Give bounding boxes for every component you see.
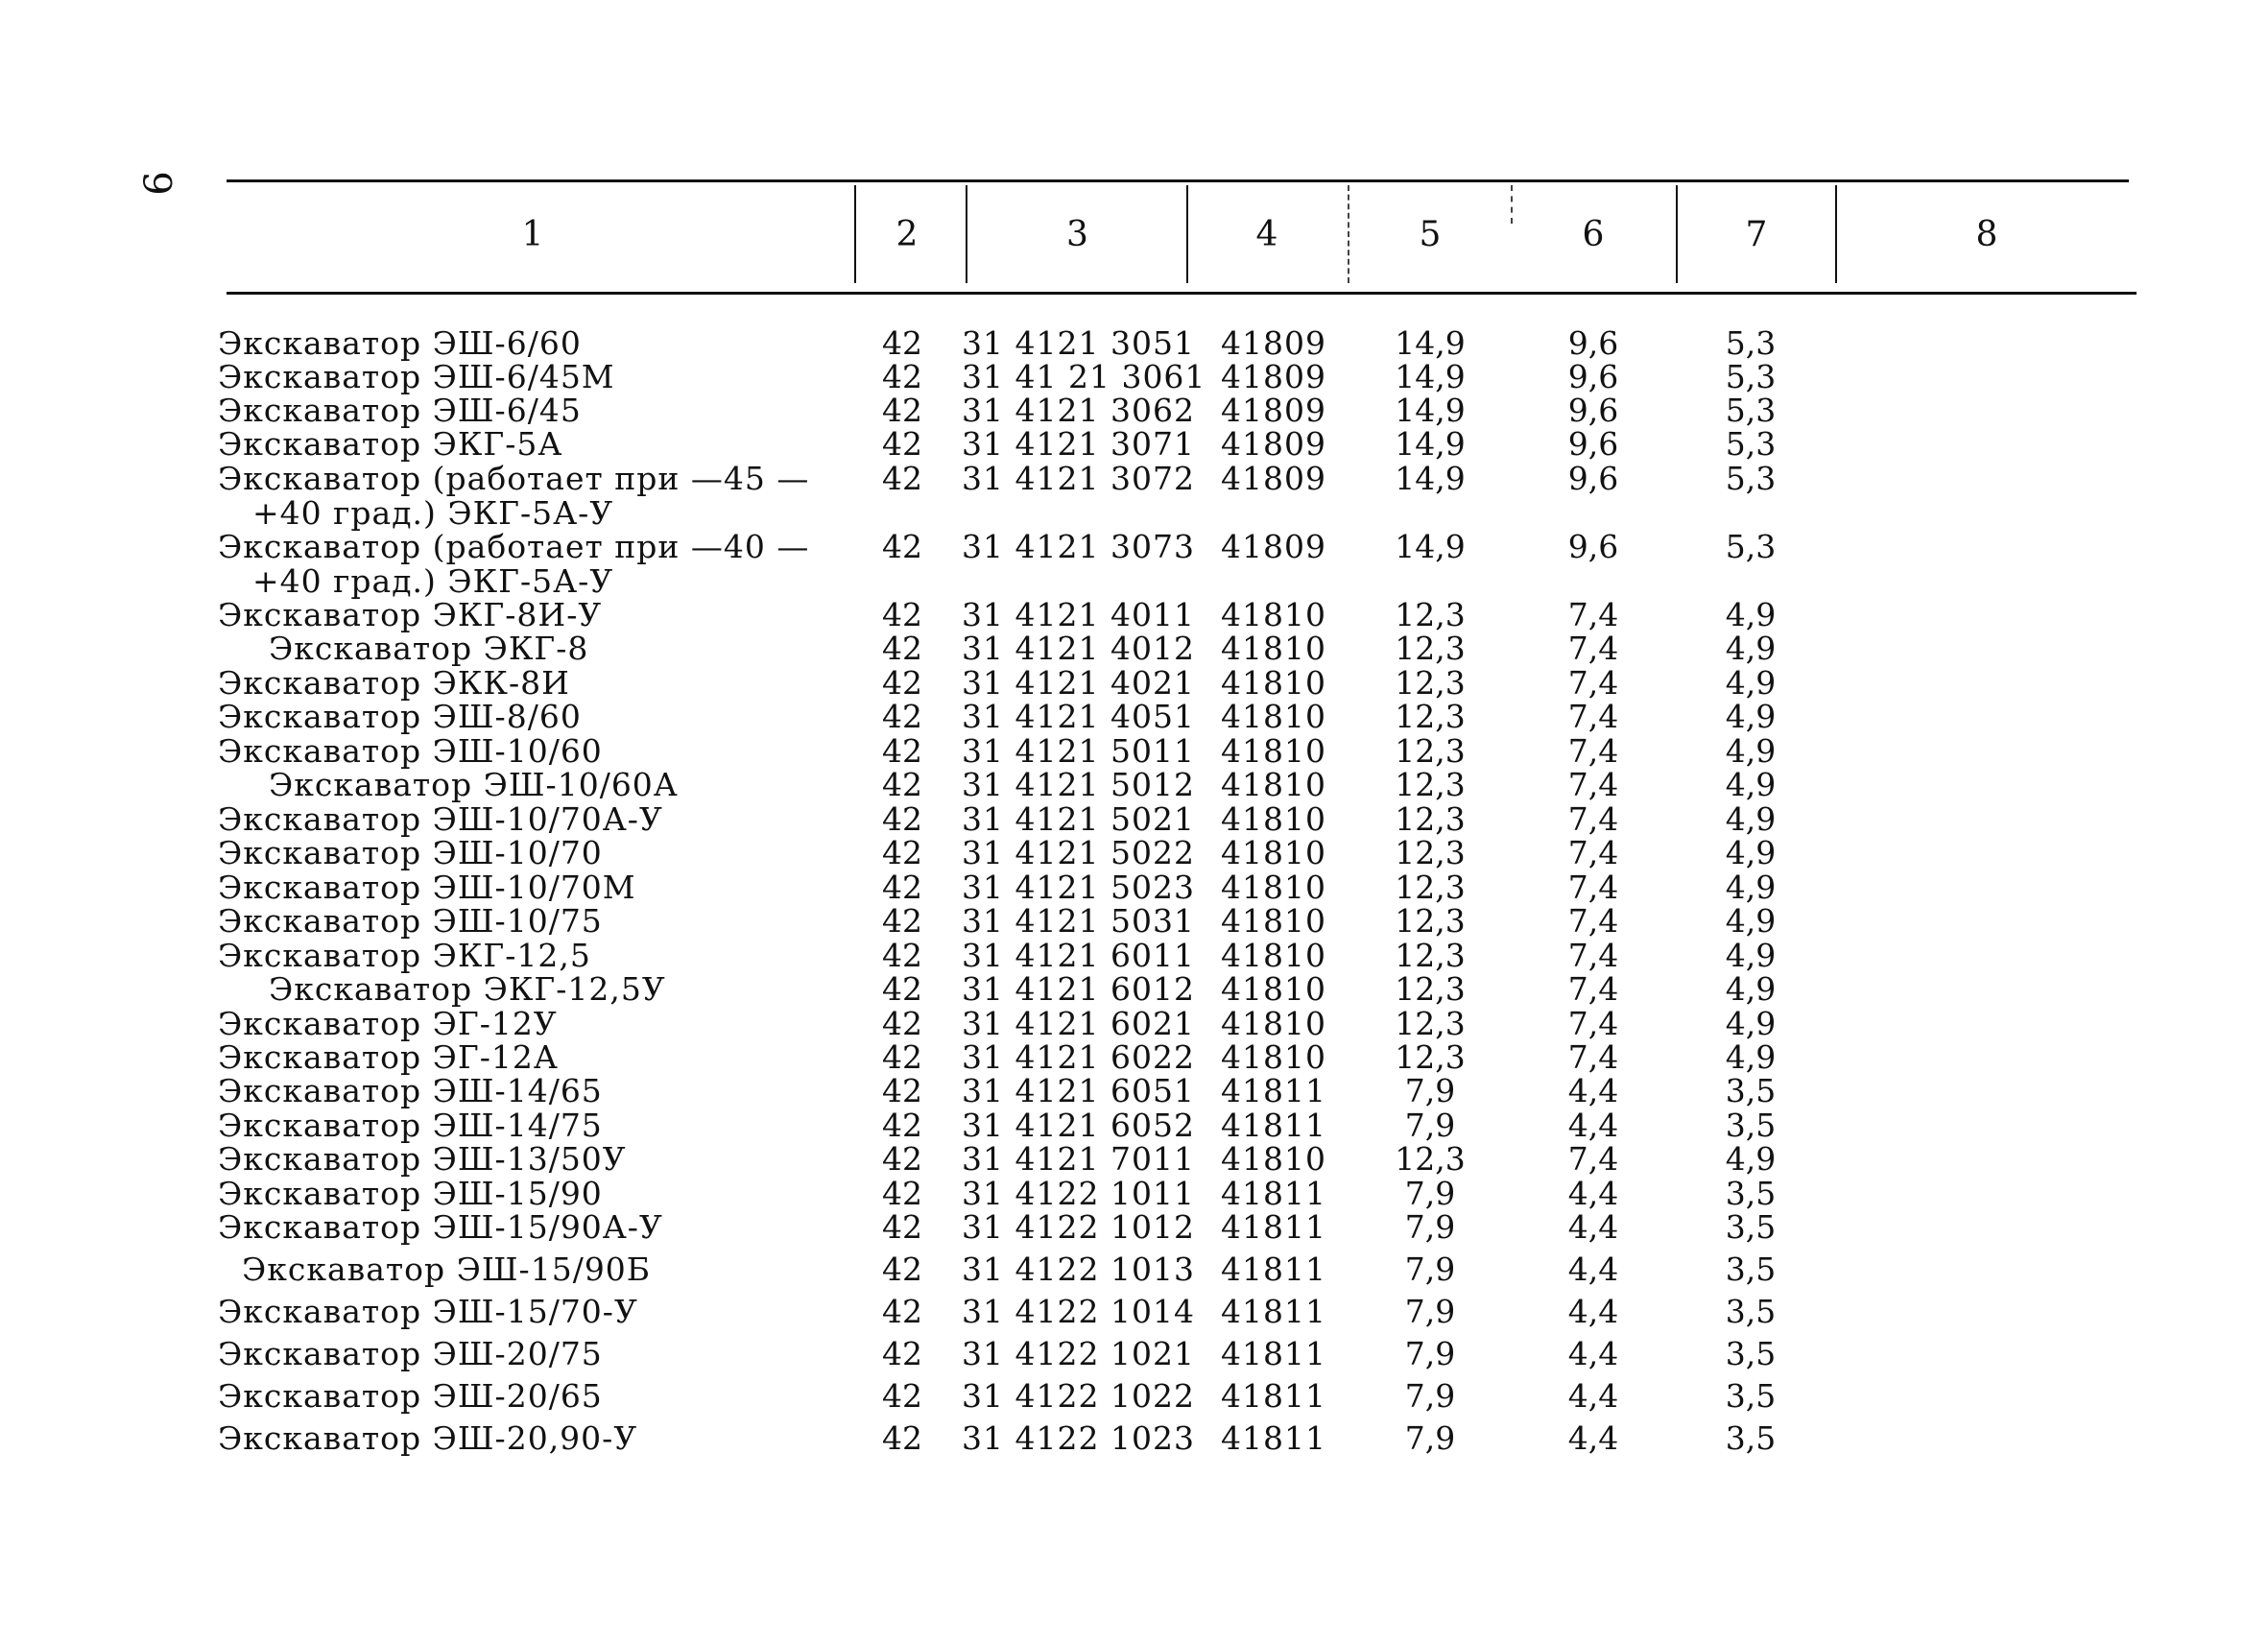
value-column-5: 12,3	[1395, 1038, 1466, 1076]
equipment-name	[218, 734, 794, 769]
value-column-7: 4,9	[1725, 596, 1777, 633]
value-column-5: 7,9	[1404, 1251, 1456, 1288]
value-column-5: 14,9	[1395, 460, 1466, 497]
code-column-4: 41810	[1221, 1038, 1326, 1076]
value-column-2: 42	[882, 1251, 922, 1288]
code-column-4: 41809	[1221, 425, 1326, 463]
equipment-name-line: Экскаватор ЭКГ-12,5	[218, 937, 591, 974]
code-column-4: 41810	[1221, 1005, 1326, 1042]
value-column-7: 3,5	[1725, 1335, 1777, 1372]
value-column-2: 42	[882, 1038, 922, 1076]
value-column-2: 42	[882, 1208, 922, 1246]
value-column-6: 9,6	[1567, 324, 1619, 362]
equipment-name	[218, 460, 810, 532]
code-column-3: 31 4121 4012	[962, 630, 1195, 667]
value-column-2: 42	[882, 869, 922, 906]
value-column-2: 42	[882, 596, 922, 633]
value-column-6: 7,4	[1567, 698, 1619, 735]
equipment-name-line: Экскаватор ЭШ-15/90	[218, 1175, 603, 1212]
code-column-3: 31 4121 5011	[962, 732, 1195, 770]
equipment-name	[218, 598, 794, 632]
equipment-name	[218, 1007, 794, 1041]
value-column-5: 12,3	[1395, 766, 1466, 803]
value-column-2: 42	[882, 425, 922, 463]
equipment-name-line: Экскаватор ЭШ-20/65	[218, 1377, 603, 1415]
value-column-6: 7,4	[1567, 869, 1619, 906]
column-header: 5	[1419, 215, 1442, 254]
equipment-name	[218, 326, 794, 361]
value-column-5: 7,9	[1404, 1293, 1456, 1330]
equipment-name-line: Экскаватор ЭШ-10/70	[218, 834, 603, 871]
value-column-2: 42	[882, 1140, 922, 1178]
code-column-4: 41810	[1221, 902, 1326, 940]
equipment-name	[218, 1379, 794, 1414]
code-column-3: 31 4122 1021	[962, 1335, 1195, 1372]
value-column-5: 12,3	[1395, 1005, 1466, 1042]
equipment-name	[218, 1108, 794, 1143]
value-column-6: 7,4	[1567, 1038, 1619, 1076]
value-column-2: 42	[882, 1293, 922, 1330]
value-column-5: 14,9	[1395, 358, 1466, 395]
value-column-5: 7,9	[1404, 1072, 1456, 1109]
value-column-2: 42	[882, 732, 922, 770]
equipment-name	[269, 972, 845, 1007]
code-column-4: 41811	[1221, 1107, 1326, 1144]
code-column-3: 31 4121 4051	[962, 698, 1195, 735]
value-column-5: 7,9	[1404, 1175, 1456, 1212]
value-column-6: 7,4	[1567, 732, 1619, 770]
equipment-name-line: Экскаватор ЭКГ-5А	[218, 425, 563, 463]
value-column-5: 12,3	[1395, 664, 1466, 702]
value-column-6: 7,4	[1567, 766, 1619, 803]
value-column-7: 4,9	[1725, 970, 1777, 1008]
code-column-3: 31 4122 1012	[962, 1208, 1195, 1246]
value-column-7: 4,9	[1725, 937, 1777, 974]
code-column-4: 41811	[1221, 1293, 1326, 1330]
value-column-6: 9,6	[1567, 460, 1619, 497]
equipment-name	[218, 1177, 794, 1211]
code-column-4: 41810	[1221, 630, 1326, 667]
code-column-3: 31 4121 6012	[962, 970, 1195, 1008]
equipment-name-line: Экскаватор ЭШ-15/90А-У	[218, 1208, 663, 1246]
equipment-name	[218, 904, 794, 939]
equipment-name-line: Экскаватор ЭШ-10/70А-У	[218, 800, 663, 838]
value-column-5: 12,3	[1395, 1140, 1466, 1178]
equipment-name-line: Экскаватор ЭКК-8И	[218, 664, 570, 702]
table-row	[0, 528, 2268, 600]
equipment-name-line: Экскаватор ЭШ-10/75	[218, 902, 603, 940]
value-column-7: 5,3	[1725, 460, 1777, 497]
value-column-2: 42	[882, 630, 922, 667]
equipment-name	[218, 700, 794, 734]
code-column-3: 31 4121 5012	[962, 766, 1195, 803]
value-column-7: 4,9	[1725, 1005, 1777, 1042]
value-column-2: 42	[882, 1107, 922, 1144]
code-column-4: 41810	[1221, 834, 1326, 871]
equipment-name-line: Экскаватор ЭШ-8/60	[218, 698, 582, 735]
value-column-2: 42	[882, 1175, 922, 1212]
value-column-2: 42	[882, 528, 922, 565]
column-header: 3	[1066, 215, 1088, 254]
value-column-7: 4,9	[1725, 664, 1777, 702]
equipment-name-line: Экскаватор ЭШ-15/90Б	[242, 1251, 652, 1288]
value-column-2: 42	[882, 1005, 922, 1042]
value-column-5: 12,3	[1395, 800, 1466, 838]
value-column-7: 4,9	[1725, 698, 1777, 735]
value-column-7: 5,3	[1725, 392, 1777, 429]
equipment-name	[218, 666, 794, 701]
value-column-5: 14,9	[1395, 392, 1466, 429]
equipment-name	[218, 360, 794, 394]
code-column-3: 31 4122 1023	[962, 1419, 1195, 1457]
equipment-name	[218, 939, 794, 973]
value-column-6: 4,4	[1567, 1419, 1619, 1457]
value-column-5: 7,9	[1404, 1419, 1456, 1457]
value-column-7: 5,3	[1725, 528, 1777, 565]
code-column-4: 41809	[1221, 324, 1326, 362]
value-column-6: 7,4	[1567, 1140, 1619, 1178]
value-column-6: 4,4	[1567, 1251, 1619, 1288]
equipment-name	[218, 836, 794, 870]
equipment-name-line: Экскаватор ЭШ-15/70-У	[218, 1293, 638, 1330]
code-column-4: 41810	[1221, 596, 1326, 633]
equipment-name-line: Экскаватор ЭШ-14/65	[218, 1072, 603, 1109]
value-column-7: 4,9	[1725, 766, 1777, 803]
value-column-6: 4,4	[1567, 1072, 1619, 1109]
code-column-3: 31 4121 5022	[962, 834, 1195, 871]
value-column-2: 42	[882, 698, 922, 735]
equipment-name-line: Экскаватор ЭШ-6/45	[218, 392, 582, 429]
table-row	[0, 1337, 2268, 1379]
value-column-5: 7,9	[1404, 1208, 1456, 1246]
equipment-name	[218, 802, 794, 837]
equipment-name-continuation: +40 град.) ЭКГ-5А-У	[252, 562, 614, 600]
code-column-4: 41811	[1221, 1251, 1326, 1288]
value-column-7: 4,9	[1725, 732, 1777, 770]
value-column-7: 4,9	[1725, 1038, 1777, 1076]
code-column-4: 41810	[1221, 698, 1326, 735]
value-column-6: 7,4	[1567, 937, 1619, 974]
value-column-2: 42	[882, 766, 922, 803]
code-column-3: 31 4121 6021	[962, 1005, 1195, 1042]
value-column-6: 7,4	[1567, 596, 1619, 633]
value-column-5: 12,3	[1395, 732, 1466, 770]
code-column-3: 31 4121 4021	[962, 664, 1195, 702]
page-number: 9	[133, 171, 179, 196]
equipment-name	[218, 1142, 794, 1177]
code-column-3: 31 4121 6022	[962, 1038, 1195, 1076]
equipment-name	[218, 427, 794, 462]
column-header: 2	[895, 215, 919, 254]
column-header: 7	[1745, 215, 1768, 254]
code-column-4: 41810	[1221, 1140, 1326, 1178]
value-column-6: 7,4	[1567, 834, 1619, 871]
value-column-2: 42	[882, 902, 922, 940]
value-column-2: 42	[882, 1377, 922, 1415]
code-column-3: 31 4121 3073	[962, 528, 1195, 565]
column-header: 8	[1975, 215, 1998, 254]
code-column-4: 41809	[1221, 528, 1326, 565]
column-header: 6	[1582, 215, 1605, 254]
code-column-3: 31 4122 1014	[962, 1293, 1195, 1330]
equipment-name-line: Экскаватор (работает при —45 —	[218, 460, 810, 497]
table-row	[0, 1379, 2268, 1421]
equipment-name-line: Экскаватор ЭКГ-8	[269, 630, 589, 667]
table-row	[0, 1252, 2268, 1295]
value-column-7: 3,5	[1725, 1293, 1777, 1330]
value-column-5: 12,3	[1395, 937, 1466, 974]
value-column-7: 3,5	[1725, 1175, 1777, 1212]
value-column-7: 4,9	[1725, 1140, 1777, 1178]
value-column-6: 7,4	[1567, 630, 1619, 667]
equipment-name-line: Экскаватор ЭШ-13/50У	[218, 1140, 627, 1178]
table-row	[0, 460, 2268, 532]
value-column-5: 14,9	[1395, 324, 1466, 362]
code-column-3: 31 4121 6052	[962, 1107, 1195, 1144]
code-column-3: 31 4121 3071	[962, 425, 1195, 463]
code-column-4: 41810	[1221, 800, 1326, 838]
code-column-3: 31 4121 3072	[962, 460, 1195, 497]
equipment-name	[218, 870, 794, 905]
value-column-6: 9,6	[1567, 425, 1619, 463]
value-column-5: 12,3	[1395, 630, 1466, 667]
value-column-6: 4,4	[1567, 1377, 1619, 1415]
value-column-6: 9,6	[1567, 392, 1619, 429]
equipment-name-line: Экскаватор ЭШ-6/45М	[218, 358, 615, 395]
value-column-2: 42	[882, 460, 922, 497]
value-column-5: 7,9	[1404, 1335, 1456, 1372]
code-column-4: 41811	[1221, 1072, 1326, 1109]
value-column-7: 4,9	[1725, 869, 1777, 906]
code-column-3: 31 4121 5031	[962, 902, 1195, 940]
code-column-4: 41810	[1221, 664, 1326, 702]
column-header: 1	[521, 215, 544, 254]
equipment-name-line: Экскаватор ЭШ-6/60	[218, 324, 582, 362]
value-column-6: 4,4	[1567, 1293, 1619, 1330]
equipment-name-line: Экскаватор (работает при —40 —	[218, 528, 810, 565]
code-column-3: 31 4121 6051	[962, 1072, 1195, 1109]
equipment-name	[218, 1210, 794, 1245]
value-column-7: 3,5	[1725, 1208, 1777, 1246]
code-column-3: 31 4121 5023	[962, 869, 1195, 906]
value-column-5: 12,3	[1395, 834, 1466, 871]
value-column-2: 42	[882, 1335, 922, 1372]
equipment-name-line: Экскаватор ЭШ-20,90-У	[218, 1419, 638, 1457]
value-column-6: 7,4	[1567, 664, 1619, 702]
value-column-6: 9,6	[1567, 528, 1619, 565]
code-column-4: 41809	[1221, 392, 1326, 429]
equipment-name	[218, 1337, 794, 1371]
equipment-name-line: Экскаватор ЭШ-10/60	[218, 732, 603, 770]
code-column-3: 31 4121 7011	[962, 1140, 1195, 1178]
value-column-6: 9,6	[1567, 358, 1619, 395]
equipment-name-line: Экскаватор ЭШ-14/75	[218, 1107, 603, 1144]
table-row	[0, 1210, 2268, 1252]
value-column-5: 12,3	[1395, 698, 1466, 735]
equipment-name-line: Экскаватор ЭГ-12А	[218, 1038, 559, 1076]
code-column-3: 31 4122 1013	[962, 1251, 1195, 1288]
value-column-6: 7,4	[1567, 970, 1619, 1008]
value-column-2: 42	[882, 358, 922, 395]
equipment-name	[218, 1295, 794, 1329]
table-row	[0, 1421, 2268, 1464]
code-column-4: 41811	[1221, 1208, 1326, 1246]
value-column-7: 3,5	[1725, 1072, 1777, 1109]
code-column-3: 31 4121 6011	[962, 937, 1195, 974]
value-column-2: 42	[882, 970, 922, 1008]
value-column-5: 7,9	[1404, 1377, 1456, 1415]
code-column-4: 41810	[1221, 937, 1326, 974]
equipment-name	[218, 1074, 794, 1108]
equipment-name-line: Экскаватор ЭКГ-12,5У	[269, 970, 666, 1008]
value-column-5: 12,3	[1395, 869, 1466, 906]
code-column-3: 31 41 21 3061	[962, 358, 1206, 395]
value-column-2: 42	[882, 392, 922, 429]
code-column-4: 41811	[1221, 1175, 1326, 1212]
value-column-2: 42	[882, 664, 922, 702]
value-column-5: 12,3	[1395, 902, 1466, 940]
value-column-6: 7,4	[1567, 902, 1619, 940]
code-column-4: 41810	[1221, 970, 1326, 1008]
value-column-7: 4,9	[1725, 834, 1777, 871]
equipment-name	[269, 768, 845, 802]
value-column-5: 14,9	[1395, 425, 1466, 463]
equipment-name-line: Экскаватор ЭШ-10/60А	[269, 766, 679, 803]
value-column-7: 5,3	[1725, 358, 1777, 395]
equipment-name	[218, 393, 794, 428]
equipment-name	[269, 631, 845, 666]
value-column-7: 5,3	[1725, 425, 1777, 463]
equipment-name-line: Экскаватор ЭГ-12У	[218, 1005, 558, 1042]
value-column-7: 3,5	[1725, 1251, 1777, 1288]
value-column-6: 4,4	[1567, 1208, 1619, 1246]
code-column-4: 41809	[1221, 358, 1326, 395]
code-column-4: 41810	[1221, 732, 1326, 770]
value-column-5: 12,3	[1395, 970, 1466, 1008]
value-column-6: 4,4	[1567, 1107, 1619, 1144]
code-column-4: 41810	[1221, 766, 1326, 803]
value-column-2: 42	[882, 937, 922, 974]
code-column-3: 31 4122 1011	[962, 1175, 1195, 1212]
code-column-3: 31 4121 3062	[962, 392, 1195, 429]
equipment-name-line: Экскаватор ЭКГ-8И-У	[218, 596, 603, 633]
value-column-2: 42	[882, 1072, 922, 1109]
value-column-2: 42	[882, 834, 922, 871]
equipment-name	[218, 1421, 794, 1456]
value-column-6: 7,4	[1567, 800, 1619, 838]
column-header: 4	[1255, 215, 1278, 254]
equipment-name-continuation: +40 град.) ЭКГ-5А-У	[252, 494, 614, 532]
equipment-name	[218, 1040, 794, 1075]
equipment-name	[218, 528, 810, 600]
value-column-5: 12,3	[1395, 596, 1466, 633]
value-column-7: 5,3	[1725, 324, 1777, 362]
equipment-name-line: Экскаватор ЭШ-10/70М	[218, 869, 636, 906]
value-column-6: 4,4	[1567, 1175, 1619, 1212]
code-column-4: 41810	[1221, 869, 1326, 906]
value-column-6: 4,4	[1567, 1335, 1619, 1372]
value-column-5: 14,9	[1395, 528, 1466, 565]
value-column-7: 3,5	[1725, 1107, 1777, 1144]
code-column-4: 41811	[1221, 1419, 1326, 1457]
value-column-2: 42	[882, 800, 922, 838]
value-column-7: 4,9	[1725, 630, 1777, 667]
value-column-6: 7,4	[1567, 1005, 1619, 1042]
value-column-7: 4,9	[1725, 800, 1777, 838]
table-row	[0, 1295, 2268, 1337]
value-column-7: 3,5	[1725, 1377, 1777, 1415]
code-column-3: 31 4121 3051	[962, 324, 1195, 362]
value-column-7: 3,5	[1725, 1419, 1777, 1457]
equipment-name	[242, 1252, 818, 1287]
code-column-4: 41811	[1221, 1335, 1326, 1372]
code-column-4: 41809	[1221, 460, 1326, 497]
code-column-3: 31 4121 5021	[962, 800, 1195, 838]
code-column-3: 31 4121 4011	[962, 596, 1195, 633]
value-column-5: 7,9	[1404, 1107, 1456, 1144]
code-column-3: 31 4122 1022	[962, 1377, 1195, 1415]
value-column-7: 4,9	[1725, 902, 1777, 940]
value-column-2: 42	[882, 324, 922, 362]
code-column-4: 41811	[1221, 1377, 1326, 1415]
equipment-name-line: Экскаватор ЭШ-20/75	[218, 1335, 603, 1372]
value-column-2: 42	[882, 1419, 922, 1457]
